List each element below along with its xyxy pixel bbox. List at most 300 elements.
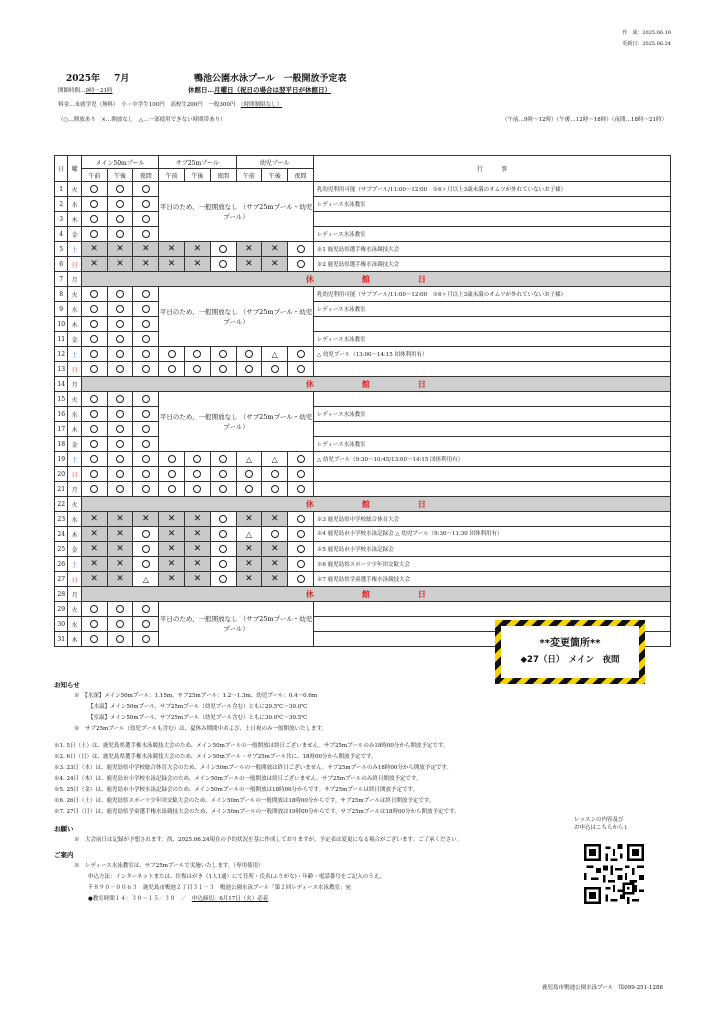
main-pool-slot: [81, 302, 107, 317]
pool-slot: [107, 482, 133, 497]
pool-slot: [262, 347, 288, 362]
notes-section: [54, 680, 671, 905]
event-cell: ※4 鹿児島市小学校水泳記録会 △ 幼児プール（9:30～11:30 団体利用有）: [313, 527, 670, 542]
day-of-week: 日: [68, 362, 81, 377]
closed-day-label: 休 館 日: [305, 378, 446, 389]
closed-mark: ✕: [90, 558, 98, 569]
day-of-week: 土: [68, 557, 81, 572]
closed-mark: ✕: [193, 258, 202, 269]
footnote: ※5. 25日（金）は、鹿児島市小学校水泳記録会のため、メイン50mプールの一般開放は18時00分からです。サブ25mプールは終日開放予定です。: [54, 787, 419, 793]
main-pool-slot: [81, 197, 107, 212]
main-pool-slot: [107, 422, 133, 437]
pool-slot: [107, 242, 133, 257]
day-number: 25: [55, 542, 68, 557]
pool-slot: [288, 257, 314, 272]
day-of-week: 火: [68, 497, 81, 512]
open-mark: [142, 440, 150, 448]
open-mark: [142, 395, 150, 403]
main-pool-slot: [133, 182, 159, 197]
day-of-week: 火: [68, 602, 81, 617]
day-number: 22: [55, 497, 68, 512]
open-mark: [168, 470, 176, 478]
pool-slot: [133, 572, 159, 587]
open-mark: [245, 365, 253, 373]
pool-slot: [133, 512, 159, 527]
day-number: 16: [55, 407, 68, 422]
open-mark: [297, 365, 305, 373]
notice-line: ※ 【水深】メイン50mプール：1.15m、サブ25mプール：1.2～1.3m、幼児プール：0.4～0.6m: [74, 693, 318, 699]
weekday-no-opening-note: 平日のため、一般開放なし （サブ25mプール・幼児プール）: [159, 602, 314, 647]
col-dow: 曜: [68, 156, 81, 182]
pool-slot: [159, 527, 185, 542]
col-night: 夜間: [210, 169, 236, 182]
open-mark: [219, 245, 227, 253]
closed-mark: ✕: [90, 543, 98, 554]
main-pool-slot: [133, 302, 159, 317]
pool-slot: [81, 347, 107, 362]
open-mark: [142, 455, 150, 463]
pool-slot: [133, 527, 159, 542]
pool-slot: [288, 527, 314, 542]
pool-slot: [81, 527, 107, 542]
col-night: 夜間: [288, 169, 314, 182]
pool-slot: [159, 467, 185, 482]
open-mark: [271, 470, 279, 478]
closed-mark: ✕: [270, 243, 279, 254]
opening-hours: 開館時間…9時～21時: [58, 88, 113, 94]
open-mark: [193, 350, 201, 358]
day-row: [55, 512, 671, 527]
closed-mark: ✕: [90, 513, 98, 524]
open-mark: [90, 335, 98, 343]
day-number: 23: [55, 512, 68, 527]
qr-code[interactable]: [584, 844, 644, 904]
partial-mark: △: [245, 454, 253, 464]
pool-slot: [159, 347, 185, 362]
change-notice-detail: ◆27（日） メイン 夜間: [520, 655, 620, 665]
event-cell: [313, 392, 670, 407]
pool-slot: [236, 467, 262, 482]
closed-day-label: 休 館 日: [305, 588, 446, 599]
pool-slot: [107, 362, 133, 377]
open-mark: [90, 290, 98, 298]
pool-slot: [133, 347, 159, 362]
day-number: 30: [55, 617, 68, 632]
open-mark: [90, 230, 98, 238]
pool-slot: [210, 242, 236, 257]
open-mark: [90, 305, 98, 313]
day-of-week: 日: [68, 572, 81, 587]
fees: 料金…未就学児（無料） 小・中学生100円 高校生200円 一般300円 （時間制限なし）: [58, 102, 283, 108]
footnote: ※1. 5日（土）は、鹿児島県選手権水泳競技大会のため、メイン50mプールの一般開放は終日ございません。サブ25mプールのみ18時00分から開放予定です。: [54, 743, 449, 749]
pool-slot: [81, 557, 107, 572]
main-pool-slot: [107, 212, 133, 227]
partial-mark: △: [271, 349, 278, 359]
weekday-no-opening-note: 平日のため、一般開放なし （サブ25mプール・幼児プール）: [159, 182, 314, 242]
closed-mark: ✕: [245, 558, 253, 569]
open-mark: [297, 485, 305, 493]
closed-mark: ✕: [167, 558, 176, 569]
closed-mark: ✕: [116, 513, 124, 524]
day-row: [55, 257, 671, 272]
pool-slot: [81, 362, 107, 377]
closed-mark: ✕: [245, 573, 253, 584]
notice-line: 【水温】メイン50mプール、サブ25mプール（幼児プール含む）ともに29.5℃～30.0℃: [88, 704, 308, 710]
day-of-week: 水: [68, 617, 81, 632]
event-cell: レディース水泳教室: [313, 197, 670, 212]
day-number: 20: [55, 467, 68, 482]
open-mark: [116, 620, 124, 628]
event-cell: [313, 467, 670, 482]
open-mark: [90, 605, 98, 613]
closed-mark: ✕: [193, 528, 202, 539]
closed-mark: ✕: [167, 513, 176, 524]
closed-day-cell: [81, 497, 670, 512]
day-number: 2: [55, 197, 68, 212]
pool-slot: [81, 482, 107, 497]
closed-mark: ✕: [90, 243, 98, 254]
pool-slot: [288, 512, 314, 527]
pool-slot: [288, 242, 314, 257]
day-number: 15: [55, 392, 68, 407]
open-mark: [116, 230, 124, 238]
open-mark: [219, 485, 227, 493]
pool-slot: [133, 452, 159, 467]
pool-slot: [210, 482, 236, 497]
closed-mark: ✕: [270, 513, 279, 524]
pool-slot: [184, 572, 210, 587]
day-number: 11: [55, 332, 68, 347]
main-pool-slot: [107, 182, 133, 197]
pool-slot: [107, 452, 133, 467]
pool-slot: [288, 452, 314, 467]
pool-slot: [210, 572, 236, 587]
day-row: [55, 527, 671, 542]
open-mark: [271, 485, 279, 493]
pool-slot: [107, 542, 133, 557]
main-pool-slot: [133, 227, 159, 242]
open-mark: [193, 485, 201, 493]
partial-mark: △: [271, 454, 278, 464]
year-month: [66, 71, 129, 84]
event-cell: [313, 362, 670, 377]
open-mark: [193, 365, 201, 373]
open-mark: [116, 200, 124, 208]
col-am: 午前: [81, 169, 107, 182]
day-of-week: 土: [68, 452, 81, 467]
pool-slot: [288, 467, 314, 482]
day-row: [55, 572, 671, 587]
open-mark: [116, 185, 124, 193]
closed-mark: ✕: [193, 558, 202, 569]
main-pool-slot: [81, 437, 107, 452]
pool-slot: [107, 572, 133, 587]
main-pool-slot: [107, 227, 133, 242]
closed-mark: ✕: [193, 543, 202, 554]
day-of-week: 月: [68, 482, 81, 497]
main-pool-slot: [107, 287, 133, 302]
annai-title: ご案内: [54, 851, 74, 859]
pool-slot: [236, 347, 262, 362]
col-main-pool: メイン50mプール: [81, 156, 158, 169]
pool-slot: [133, 467, 159, 482]
open-mark: [142, 425, 150, 433]
open-mark: [116, 635, 124, 643]
pool-slot: [159, 362, 185, 377]
closed-mark: ✕: [193, 243, 202, 254]
closed-mark: ✕: [270, 258, 279, 269]
day-row: [55, 272, 671, 287]
day-row: [55, 392, 671, 407]
pool-slot: [159, 572, 185, 587]
pool-slot: [107, 347, 133, 362]
weekday-no-opening-note: 平日のため、一般開放なし （サブ25mプール・幼児プール）: [159, 392, 314, 452]
day-of-week: 金: [68, 332, 81, 347]
pool-slot: [210, 347, 236, 362]
open-mark: [116, 335, 124, 343]
closed-mark: ✕: [90, 573, 98, 584]
day-row: [55, 302, 671, 317]
open-mark: [219, 575, 227, 583]
col-kid-pool: 幼児プール: [236, 156, 313, 169]
col-pm: 午後: [107, 169, 133, 182]
pool-slot: [288, 572, 314, 587]
open-mark: [219, 260, 227, 268]
main-pool-slot: [107, 602, 133, 617]
pool-slot: [262, 257, 288, 272]
open-mark: [142, 230, 150, 238]
day-row: [55, 332, 671, 347]
closed-mark: ✕: [116, 558, 124, 569]
pool-slot: [236, 572, 262, 587]
main-pool-slot: [133, 602, 159, 617]
onegai-title: お願い: [54, 825, 74, 833]
event-cell: △ 幼児プール（13:00～14:15 団体利用有）: [313, 347, 670, 362]
closed-mark: ✕: [142, 243, 150, 254]
day-row: [55, 482, 671, 497]
main-pool-slot: [133, 332, 159, 347]
pool-slot: [210, 257, 236, 272]
closed-mark: ✕: [245, 258, 253, 269]
weekday-no-opening-note: 平日のため、一般開放なし （サブ25mプール・幼児プール）: [159, 287, 314, 347]
day-number: 9: [55, 302, 68, 317]
pool-slot: [133, 257, 159, 272]
day-of-week: 水: [68, 512, 81, 527]
open-mark: [168, 455, 176, 463]
col-pm: 午後: [184, 169, 210, 182]
closed-mark: ✕: [167, 258, 176, 269]
open-mark: [116, 290, 124, 298]
event-cell: レディース水泳教室: [313, 332, 670, 347]
event-cell: レディース水泳教室: [313, 227, 670, 242]
closed-mark: ✕: [90, 258, 98, 269]
closed-mark: ✕: [90, 528, 98, 539]
open-mark: [219, 365, 227, 373]
day-row: [55, 287, 671, 302]
open-mark: [168, 365, 176, 373]
partial-mark: △: [245, 529, 253, 539]
day-number: 6: [55, 257, 68, 272]
pool-slot: [133, 242, 159, 257]
day-number: 24: [55, 527, 68, 542]
year: 2025年: [66, 74, 101, 84]
open-mark: [245, 350, 253, 358]
day-number: 1: [55, 182, 68, 197]
day-row: [55, 497, 671, 512]
pool-slot: [107, 527, 133, 542]
day-row: [55, 542, 671, 557]
event-cell: [313, 482, 670, 497]
pool-slot: [184, 362, 210, 377]
pool-slot: [81, 257, 107, 272]
pool-slot: [262, 512, 288, 527]
pool-slot: [210, 362, 236, 377]
pool-slot: [210, 542, 236, 557]
open-mark: [142, 560, 150, 568]
open-mark: [116, 485, 124, 493]
open-mark: [219, 560, 227, 568]
notice-line: ※ サブ25mプール（幼児プールも含む）は、夏休み期間中および、土日祝のみ一般開放いたします。: [74, 726, 328, 732]
day-number: 5: [55, 242, 68, 257]
open-mark: [142, 365, 150, 373]
main-pool-slot: [81, 422, 107, 437]
closed-mark: ✕: [245, 243, 253, 254]
day-number: 27: [55, 572, 68, 587]
pool-slot: [288, 557, 314, 572]
event-cell: [313, 422, 670, 437]
main-pool-slot: [107, 392, 133, 407]
col-am: 午前: [236, 169, 262, 182]
pool-slot: [184, 257, 210, 272]
closed-day-cell: [81, 377, 670, 392]
day-row: [55, 377, 671, 392]
event-cell: [313, 602, 670, 617]
day-row: [55, 197, 671, 212]
open-mark: [142, 185, 150, 193]
closed-mark: ✕: [142, 258, 150, 269]
open-mark: [297, 515, 305, 523]
open-mark: [142, 335, 150, 343]
day-number: 18: [55, 437, 68, 452]
event-cell: レディース水泳教室: [313, 302, 670, 317]
open-mark: [297, 245, 305, 253]
open-mark: [90, 320, 98, 328]
day-of-week: 土: [68, 242, 81, 257]
pool-slot: [184, 557, 210, 572]
event-cell: △ 幼児プール（9:30～10:45/13:00～14:15 団体利用有）: [313, 452, 670, 467]
open-mark: [90, 185, 98, 193]
footnote: ※4. 24日（木）は、鹿児島市小学校水泳記録会のため、メイン50mプールの一般開放は終日ございません。サブ25mプールのみ終日開放予定です。: [54, 776, 422, 782]
event-cell: [313, 212, 670, 227]
pool-slot: [184, 347, 210, 362]
pool-slot: [81, 467, 107, 482]
open-mark: [297, 530, 305, 538]
pool-slot: [133, 362, 159, 377]
open-mark: [297, 455, 305, 463]
open-mark: [142, 470, 150, 478]
footnote: ※6. 26日（土）は、鹿児島県スポーツ少年団交歓大会のため、メイン50mプールの一般開放は18時00分からです。サブ25mプールは終日開放予定です。: [54, 798, 435, 804]
main-pool-slot: [81, 602, 107, 617]
main-pool-slot: [107, 317, 133, 332]
open-mark: [90, 200, 98, 208]
pool-slot: [133, 557, 159, 572]
day-of-week: 日: [68, 257, 81, 272]
open-mark: [245, 485, 253, 493]
calendar-table: [54, 155, 671, 647]
main-pool-slot: [107, 197, 133, 212]
closed-mark: ✕: [142, 513, 150, 524]
open-mark: [90, 395, 98, 403]
day-row: [55, 347, 671, 362]
open-mark: [142, 635, 150, 643]
pool-slot: [184, 242, 210, 257]
open-mark: [219, 545, 227, 553]
day-number: 13: [55, 362, 68, 377]
month: 7月: [114, 74, 130, 84]
pool-slot: [184, 482, 210, 497]
day-number: 3: [55, 212, 68, 227]
symbol-legend: （○…開放あり ×…開放なし △…一部使用できない時間帯あり）: [58, 117, 226, 123]
open-mark: [116, 605, 124, 613]
day-row: [55, 602, 671, 617]
closed-mark: ✕: [193, 513, 202, 524]
closed-mark: ✕: [270, 573, 279, 584]
open-mark: [219, 515, 227, 523]
day-of-week: 日: [68, 467, 81, 482]
main-pool-slot: [133, 212, 159, 227]
pool-slot: [159, 452, 185, 467]
open-mark: [116, 410, 124, 418]
day-of-week: 火: [68, 287, 81, 302]
day-of-week: 月: [68, 377, 81, 392]
main-pool-slot: [81, 227, 107, 242]
day-of-week: 金: [68, 437, 81, 452]
open-mark: [116, 470, 124, 478]
open-mark: [116, 215, 124, 223]
pool-slot: [210, 527, 236, 542]
pool-slot: [236, 542, 262, 557]
pool-slot: [159, 242, 185, 257]
closed-mark: ✕: [167, 573, 176, 584]
main-pool-slot: [133, 422, 159, 437]
pool-slot: [159, 542, 185, 557]
main-pool-slot: [133, 287, 159, 302]
event-cell: 乳幼児利用可能（サブプール/11:00～12:00 ※6ヶ月以上3歳未満のオムツが外れていないお子様）: [313, 287, 670, 302]
main-pool-slot: [107, 632, 133, 647]
day-row: [55, 362, 671, 377]
open-mark: [116, 320, 124, 328]
pool-slot: [81, 242, 107, 257]
open-mark: [116, 395, 124, 403]
pool-slot: [262, 452, 288, 467]
open-mark: [142, 545, 150, 553]
document-dates: [622, 28, 671, 50]
open-mark: [90, 425, 98, 433]
open-mark: [116, 365, 124, 373]
day-number: 21: [55, 482, 68, 497]
open-mark: [219, 455, 227, 463]
main-pool-slot: [81, 407, 107, 422]
closed-mark: ✕: [245, 513, 253, 524]
qr-caption: レッスンの内容及び お申込はこちらから↓: [574, 817, 629, 831]
day-of-week: 木: [68, 422, 81, 437]
day-row: [55, 452, 671, 467]
change-notice-title: **変更箇所**: [539, 638, 601, 649]
pool-slot: [81, 452, 107, 467]
day-row: [55, 422, 671, 437]
pool-slot: [133, 542, 159, 557]
open-mark: [116, 305, 124, 313]
